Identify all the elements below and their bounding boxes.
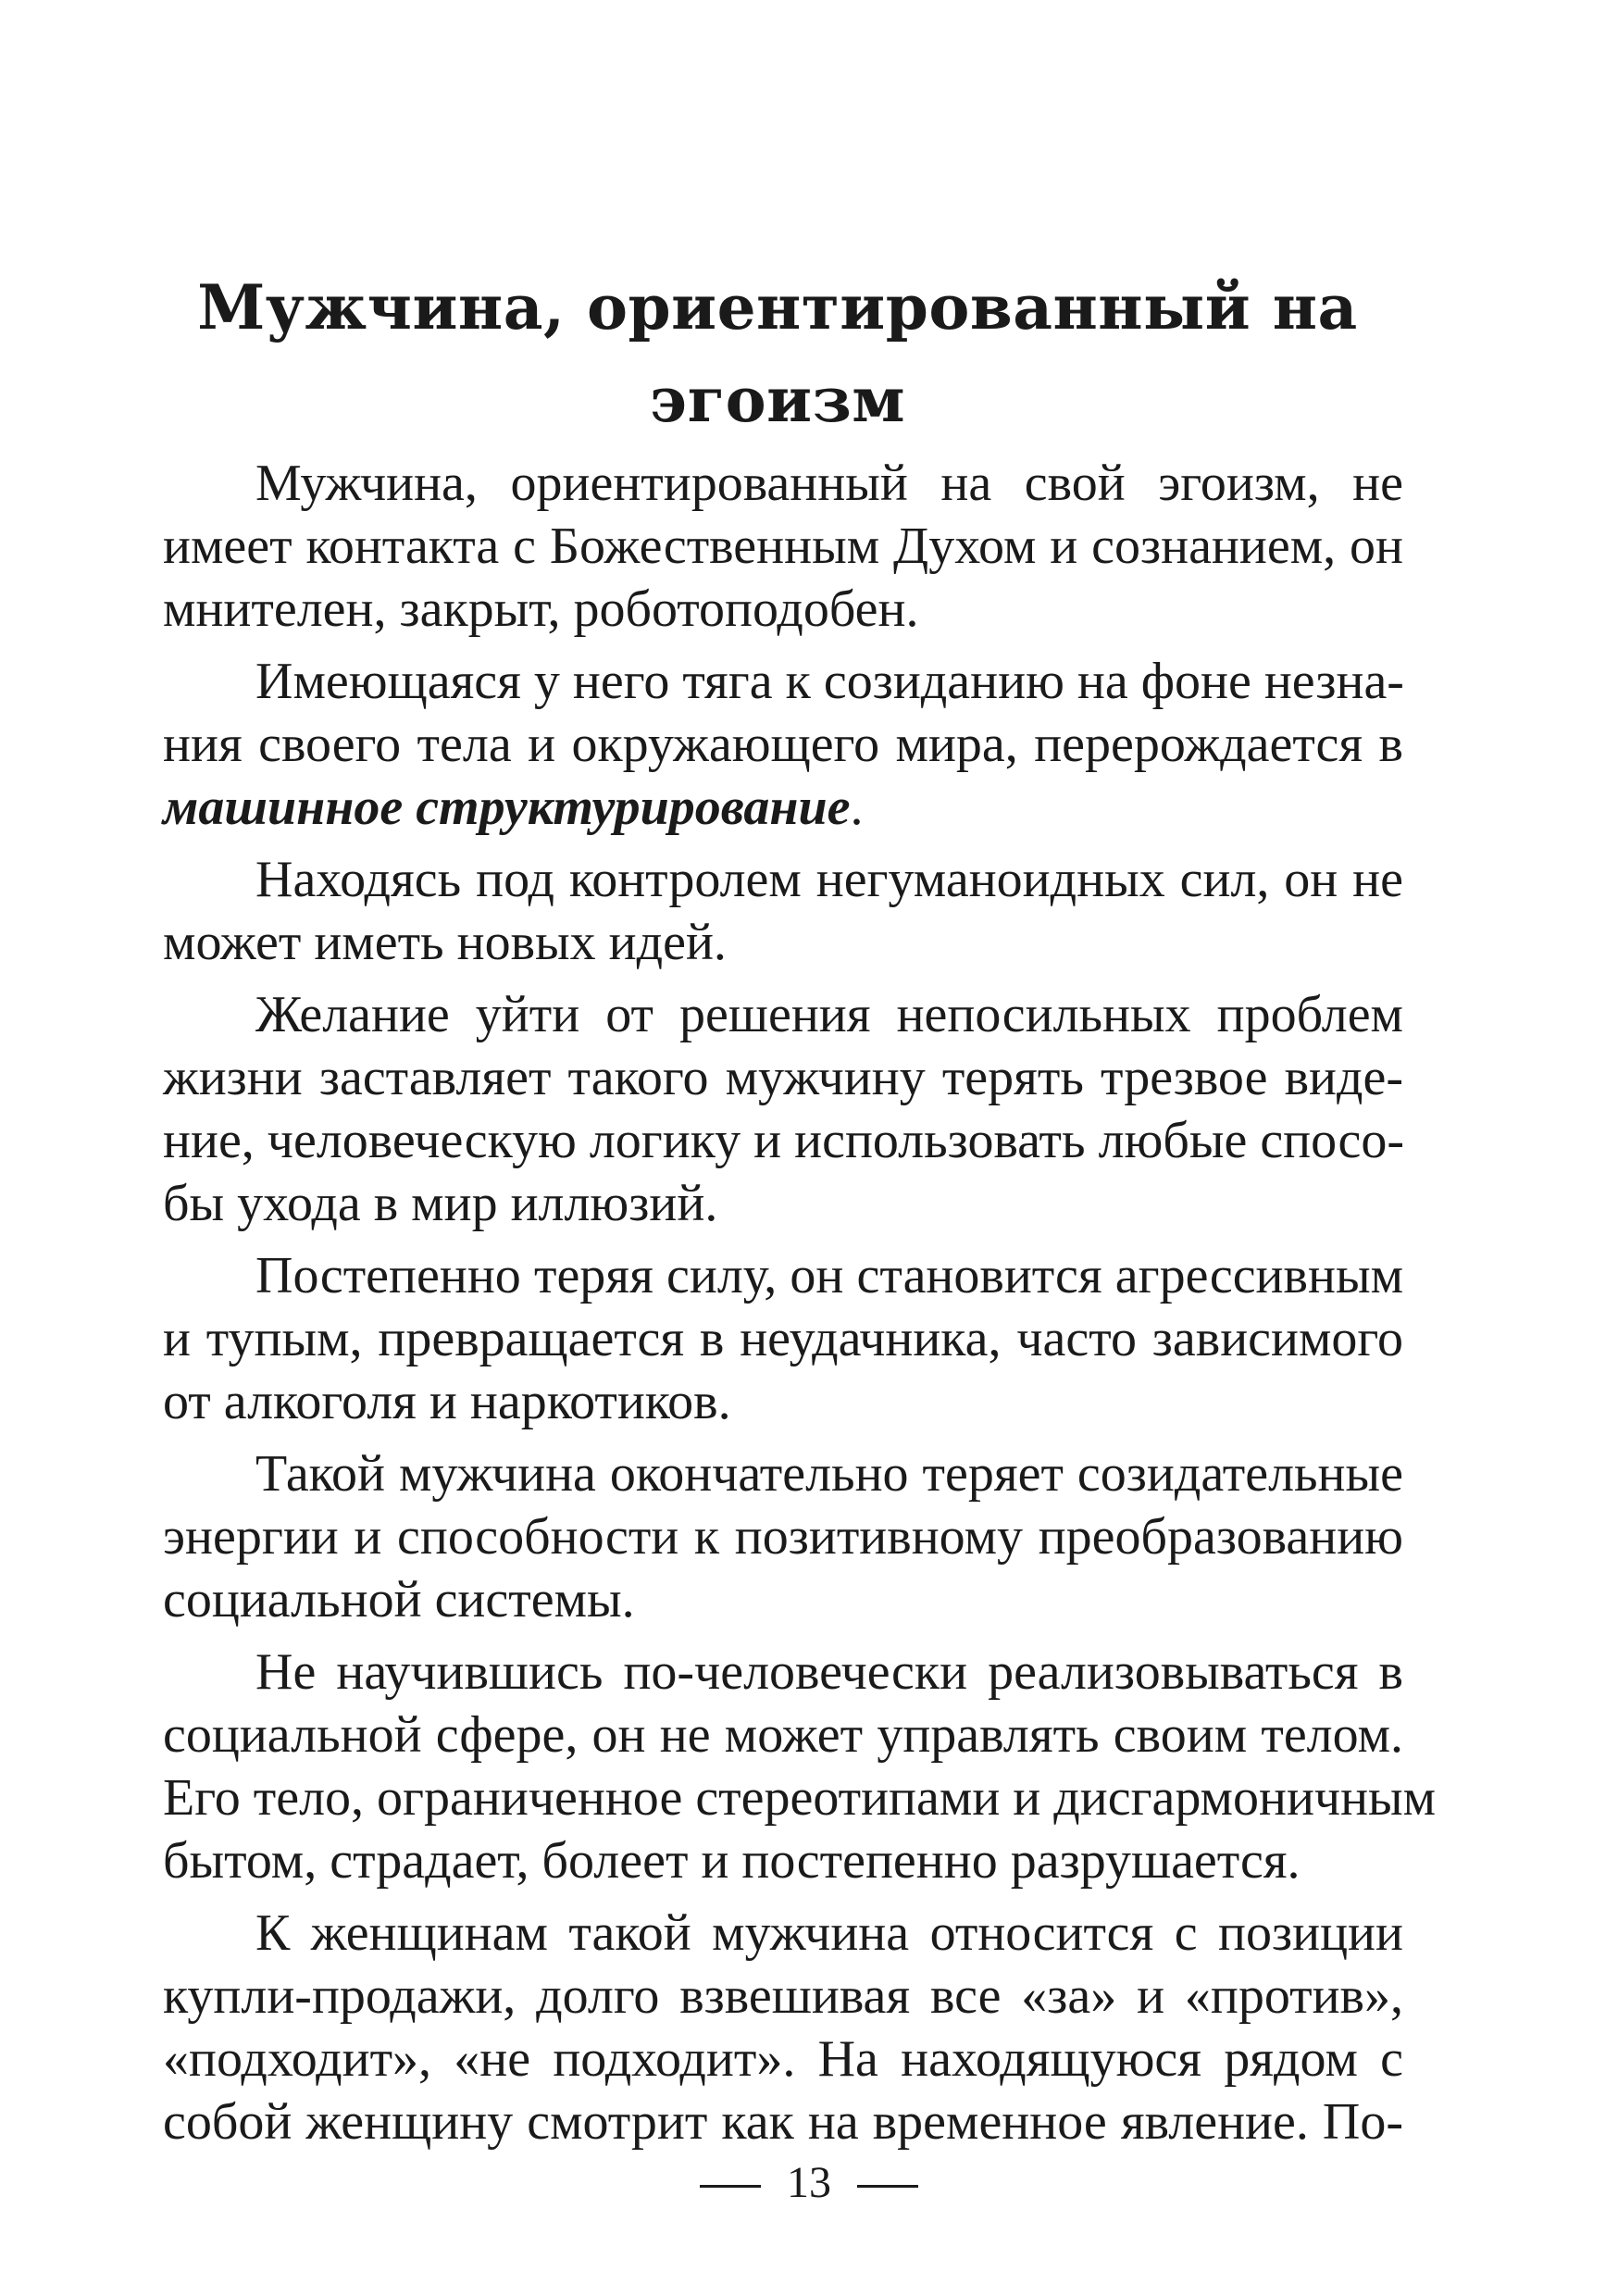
- chapter-title-line: Мужчина, ориентированный на: [197, 271, 1358, 343]
- text-line: может иметь новых идей.: [163, 914, 727, 971]
- paragraph: [163, 848, 1403, 974]
- chapter-title: [157, 261, 1398, 446]
- text-line: бы ухода в мир иллюзий.: [163, 1175, 718, 1232]
- paragraph: [163, 1244, 1403, 1433]
- text-line: бытом, страдает, болеет и постепенно разрушается.: [163, 1832, 1301, 1890]
- text-line: «подходит», «не подходит». На находящуюся рядом с: [163, 2030, 1403, 2088]
- text-line: имеет контакта с Божественным Духом и сознанием, он: [163, 518, 1403, 575]
- text-line: жизни заставляет такого мужчину терять трезвое виде-: [163, 1049, 1403, 1106]
- page-number-dash-right: [857, 2185, 918, 2188]
- text-line: Постепенно теряя силу, он становится агрессивным: [255, 1247, 1403, 1304]
- paragraph: [163, 1442, 1403, 1631]
- text-line: К женщинам такой мужчина относится с позиции: [255, 1904, 1403, 1962]
- text-line: социальной сфере, он не может управлять своим телом.: [163, 1706, 1403, 1764]
- text-line: [163, 776, 1403, 839]
- text-line: собой женщину смотрит как на временное явление. По-: [163, 2093, 1403, 2151]
- sentence-end: .: [850, 779, 864, 836]
- text-line: купли-продажи, долго взвешивая все «за» и «против»,: [163, 1967, 1403, 2025]
- text-line: Находясь под контролем негуманоидных сил, он не: [255, 851, 1403, 908]
- paragraph: [163, 650, 1403, 839]
- body-text: [163, 452, 1437, 2163]
- text-line: социальной системы.: [163, 1571, 635, 1628]
- text-line: от алкоголя и наркотиков.: [163, 1373, 731, 1430]
- text-line: ния своего тела и окружающего мира, перерождается в: [163, 716, 1403, 773]
- page-number: [0, 2155, 1618, 2211]
- emphasized-term: машинное структурирование: [163, 779, 851, 836]
- text-line: Не научившись по-человечески реализовываться в: [255, 1643, 1403, 1701]
- text-line: и тупым, превращается в неудачника, часто зависимого: [163, 1310, 1403, 1367]
- page-number-dash-left: [700, 2185, 761, 2188]
- text-line: энергии и способности к позитивному преобразованию: [163, 1508, 1403, 1566]
- paragraph: [163, 1902, 1403, 2153]
- paragraph: [163, 452, 1403, 641]
- page-number-value: 13: [787, 2158, 831, 2207]
- text-line: Мужчина, ориентированный на свой эгоизм, не: [255, 455, 1403, 512]
- text-line: Такой мужчина окончательно теряет созидательные: [255, 1445, 1403, 1503]
- paragraph: [163, 983, 1403, 1235]
- text-line: ние, человеческую логику и использовать любые спосо-: [163, 1112, 1405, 1169]
- text-line: Желание уйти от решения непосильных проблем: [255, 986, 1403, 1043]
- text-line: Его тело, ограниченное стереотипами и дисгармоничным: [163, 1769, 1437, 1827]
- text-line: Имеющаяся у него тяга к созиданию на фоне незна-: [255, 653, 1404, 710]
- paragraph: [163, 1641, 1437, 1892]
- chapter-title-line: эгоизм: [649, 364, 906, 436]
- text-line: мнителен, закрыт, роботоподобен.: [163, 580, 919, 638]
